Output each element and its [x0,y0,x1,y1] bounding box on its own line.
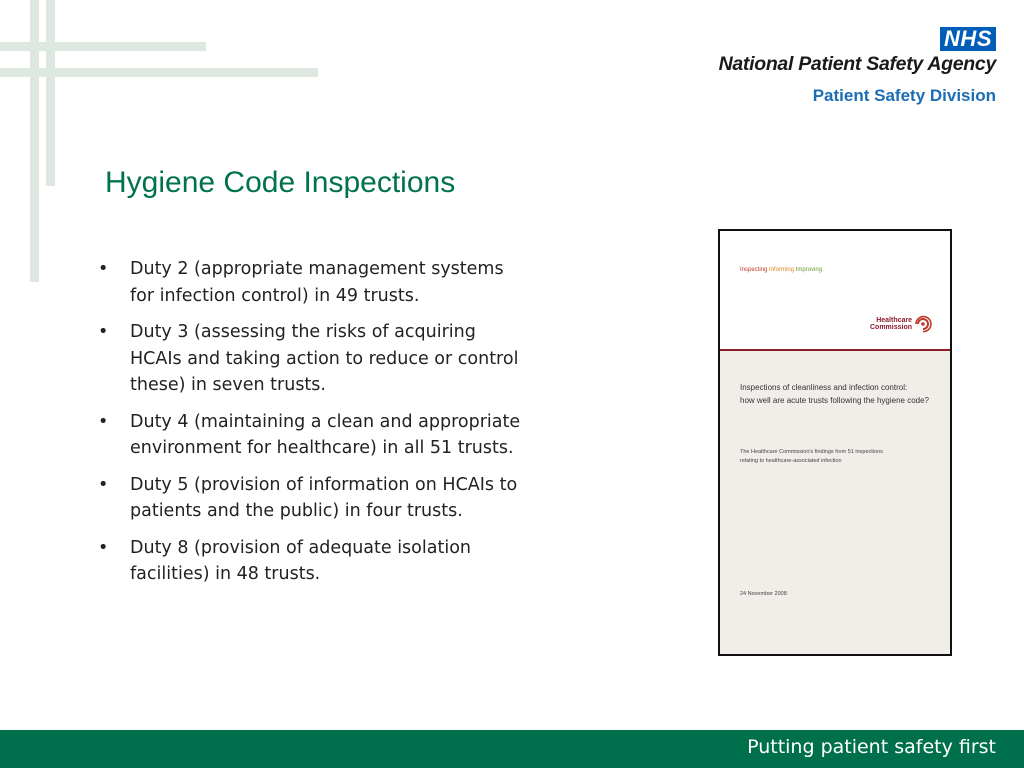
slide-title: Hygiene Code Inspections [105,166,456,199]
bullet-item [96,319,526,399]
bullet-item [96,256,526,309]
bullet-icon: • [98,474,109,495]
swirl-icon [914,313,932,335]
bullet-text: Duty 4 (maintaining a clean and appropriate environment for healthcare) in all 51 trusts. [130,411,521,458]
decorative-line-horizontal [0,68,318,77]
bullet-text: Duty 5 (provision of information on HCAIs to patients and the public) in four trusts. [130,474,518,521]
healthcare-commission-logo [870,313,932,335]
tagline-word: Informing [769,267,795,273]
bullet-icon: • [98,322,109,342]
bullet-icon: • [98,537,109,558]
division-name: Patient Safety Division [812,86,996,105]
report-date: 24 November 2008 [740,591,787,597]
report-title [740,381,940,407]
nhs-logo-block [719,27,996,106]
nhs-logo: NHS [940,27,996,51]
report-title-line: how well are acute trusts following the hygiene code? [740,396,929,405]
bullet-item [96,409,526,462]
report-tagline [740,267,822,273]
report-cover-image [718,229,952,656]
report-title-line: Inspections of cleanliness and infection control: [740,383,908,392]
bullet-icon: • [98,411,109,432]
bullet-list [96,256,526,598]
report-subtitle-line: The Healthcare Commission's findings from 51 inspections [740,449,883,455]
footer-bar [0,730,1024,768]
agency-name: National Patient Safety Agency [718,53,996,75]
bullet-icon: • [98,259,109,279]
logo-line: Healthcare [876,317,912,324]
report-subtitle [740,448,940,466]
footer-tagline: Putting patient safety first [747,736,996,758]
decorative-line-horizontal [0,42,206,51]
tagline-word: Improving [795,267,823,273]
bullet-text: Duty 3 (assessing the risks of acquiring HCAIs and taking action to reduce or control these) in seven trusts. [130,322,519,395]
report-cover-header [720,231,950,351]
bullet-text: Duty 8 (provision of adequate isolation facilities) in 48 trusts. [130,537,471,584]
report-subtitle-line: relating to healthcare-associated infection [740,458,842,464]
healthcare-commission-wordmark [870,317,912,331]
bullet-item [96,535,526,588]
decorative-line-vertical [46,0,55,186]
bullet-item [96,472,526,525]
tagline-word: Inspecting [740,267,768,273]
bullet-text: Duty 2 (appropriate management systems for infection control) in 49 trusts. [130,259,504,306]
logo-line: Commission [869,324,912,331]
